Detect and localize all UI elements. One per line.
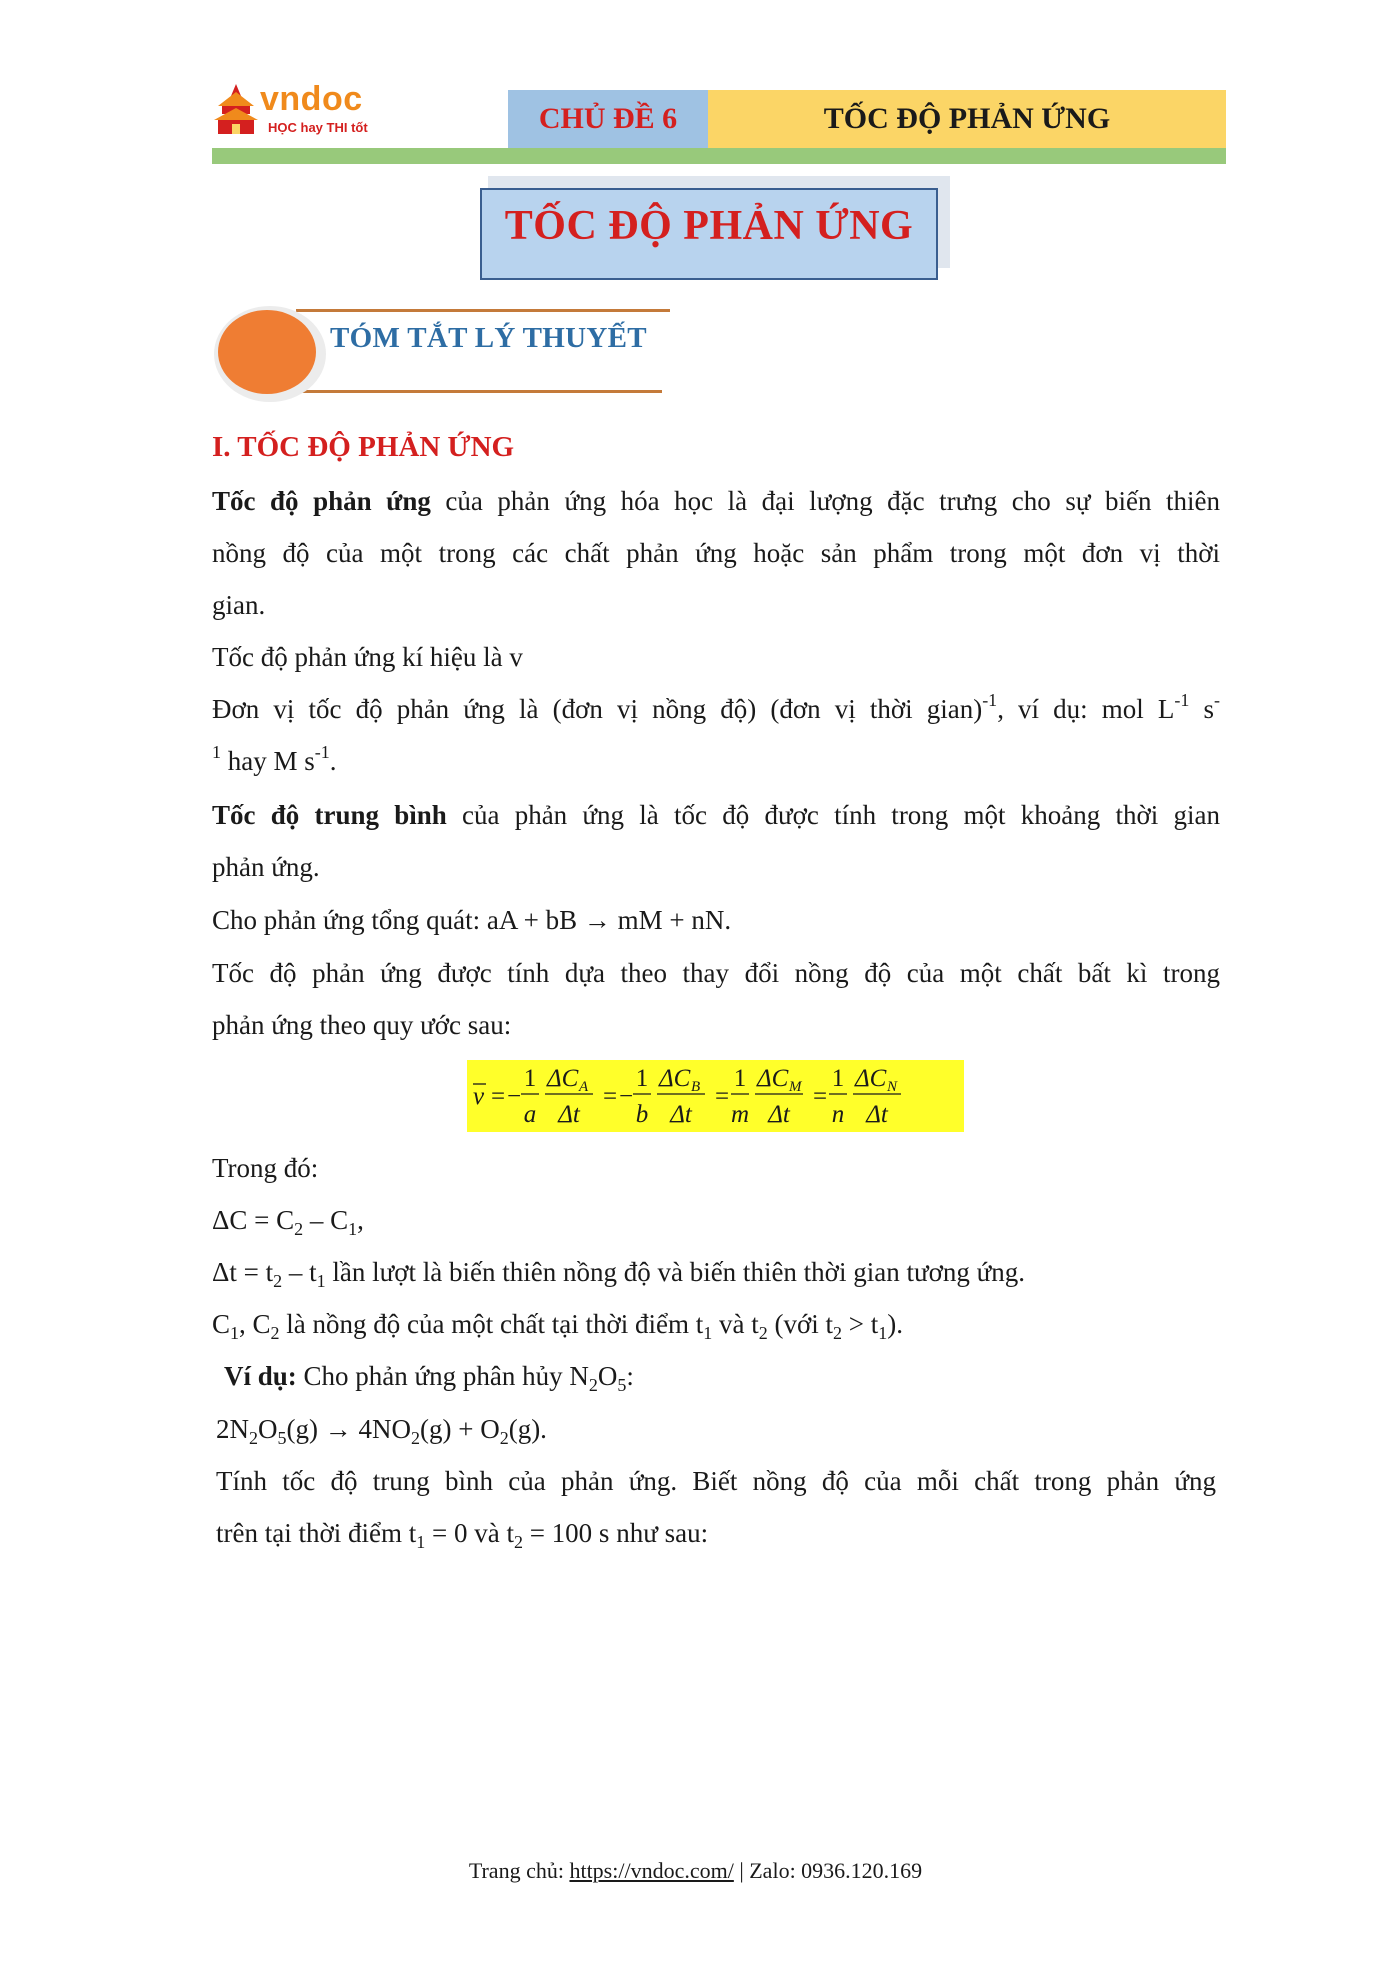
logo-brand: vndoc bbox=[260, 80, 363, 118]
cl-s5: 2 bbox=[833, 1323, 842, 1343]
formula-one: 1 bbox=[831, 1065, 845, 1092]
summary-heading: TÓM TẮT LÝ THUYẾT bbox=[330, 322, 647, 354]
badge-rule-bottom bbox=[296, 390, 662, 393]
dt-s2: 1 bbox=[316, 1271, 326, 1291]
ex-s2: 5 bbox=[617, 1375, 627, 1395]
dt-s1: 2 bbox=[273, 1271, 283, 1291]
homepage-link[interactable]: https://vndoc.com/ bbox=[569, 1858, 734, 1883]
ex-s1: 2 bbox=[588, 1375, 598, 1395]
unit-text-2: , ví dụ: mol L bbox=[997, 694, 1175, 724]
unit-exp-2: -1 bbox=[1174, 690, 1190, 710]
formula-one: 1 bbox=[523, 1065, 537, 1092]
term-average-rate: Tốc độ trung bình bbox=[212, 800, 447, 830]
unit-exp-3: - bbox=[1214, 690, 1220, 710]
cl-s2: 2 bbox=[270, 1323, 280, 1343]
cl-e: (với t bbox=[767, 1309, 833, 1339]
cl-s4: 2 bbox=[758, 1323, 768, 1343]
formula-dc: ΔC bbox=[757, 1065, 789, 1092]
eq-s1: 2 bbox=[249, 1428, 258, 1448]
footer-zalo: | Zalo: 0936.120.169 bbox=[733, 1858, 923, 1883]
example-line bbox=[224, 1359, 634, 1393]
unit-text-3: s bbox=[1189, 694, 1214, 724]
dc-b: – C bbox=[303, 1205, 349, 1235]
cl-c: là nồng độ của một chất tại thời điểm t bbox=[279, 1309, 704, 1339]
where-line: Trong đó: bbox=[212, 1153, 319, 1183]
example-label: Ví dụ: bbox=[224, 1361, 297, 1391]
cl-a: C bbox=[212, 1309, 231, 1339]
logo-tagline: HỌC hay THI tốt bbox=[268, 120, 368, 135]
para1-line1 bbox=[212, 484, 1220, 518]
formula-dt: Δt bbox=[670, 1101, 692, 1128]
formula-equals: = bbox=[603, 1083, 618, 1110]
tl-c: = 100 s như sau: bbox=[522, 1518, 709, 1548]
task-line2 bbox=[216, 1516, 708, 1550]
cl-s1: 1 bbox=[230, 1323, 240, 1343]
dc-c: , bbox=[357, 1205, 364, 1235]
dt-b: – t bbox=[282, 1257, 317, 1287]
eq-s3: 2 bbox=[410, 1428, 420, 1448]
formula-sub: B bbox=[691, 1079, 701, 1095]
formula-coef: m bbox=[730, 1101, 750, 1128]
dc-s2: 1 bbox=[348, 1219, 358, 1239]
tl-b: = 0 và t bbox=[425, 1518, 514, 1548]
vndoc-logo[interactable] bbox=[208, 82, 386, 142]
footer bbox=[0, 1858, 1391, 1884]
chapter-label: CHỦ ĐỀ 6 bbox=[538, 102, 678, 135]
header-divider bbox=[212, 148, 1226, 164]
formula-dt: Δt bbox=[768, 1101, 790, 1128]
rule-line2: phản ứng theo quy ước sau: bbox=[212, 1010, 512, 1040]
general-reaction: Cho phản ứng tổng quát: aA + bB → mM + nN. bbox=[212, 905, 732, 935]
cl-b: , C bbox=[239, 1309, 271, 1339]
example-text: Cho phản ứng phân hủy N bbox=[296, 1361, 589, 1391]
formula-dc: ΔC bbox=[659, 1065, 691, 1092]
ex-end: : bbox=[626, 1361, 634, 1391]
ex-o: O bbox=[597, 1361, 618, 1391]
task-line1: Tính tốc độ trung bình của phản ứng. Biết nồng độ của mỗi chất trong phản ứng bbox=[216, 1466, 1216, 1496]
reaction-equation bbox=[216, 1412, 547, 1446]
formula-one: 1 bbox=[635, 1065, 649, 1092]
chapter-title: TỐC ĐỘ PHẢN ỨNG bbox=[823, 102, 1111, 135]
term-reaction-rate: Tốc độ phản ứng bbox=[212, 486, 431, 516]
eq-d: (g) + O bbox=[419, 1414, 500, 1444]
unit-text-4: hay M s bbox=[221, 746, 315, 776]
eq-c: (g) → 4NO bbox=[286, 1414, 411, 1444]
formula-v: v bbox=[473, 1083, 485, 1110]
concentration-line bbox=[212, 1307, 903, 1341]
unit-line1 bbox=[212, 692, 1220, 726]
footer-label: Trang chủ: bbox=[468, 1858, 570, 1883]
unit-exp-4: 1 bbox=[212, 742, 221, 762]
formula-equals: = bbox=[813, 1083, 828, 1110]
unit-exp-1: -1 bbox=[982, 690, 998, 710]
para2-line1 bbox=[212, 798, 1220, 832]
para2-line1-text: của phản ứng là tốc độ được tính trong một khoảng thời gian bbox=[446, 800, 1220, 830]
formula-sub: N bbox=[887, 1079, 898, 1095]
para1-line1-text: của phản ứng hóa học là đại lượng đặc trưng cho sự biến thiên bbox=[430, 486, 1220, 516]
dt-a: Δt = t bbox=[212, 1257, 274, 1287]
formula-dt: Δt bbox=[558, 1101, 580, 1128]
rule-line1: Tốc độ phản ứng được tính dựa theo thay đổi nồng độ của một chất bất kì trong bbox=[212, 958, 1220, 988]
formula-sub: A bbox=[579, 1079, 589, 1095]
tl-a: trên tại thời điểm t bbox=[216, 1518, 417, 1548]
cl-s3: 1 bbox=[703, 1323, 713, 1343]
eq-a: 2N bbox=[216, 1414, 249, 1444]
formula-equals: = bbox=[715, 1083, 730, 1110]
formula-sub: M bbox=[789, 1079, 802, 1095]
cl-s6: 1 bbox=[878, 1323, 888, 1343]
dt-c: lần lượt là biến thiên nồng độ và biến thiên thời gian tương ứng. bbox=[325, 1257, 1025, 1287]
formula-coef: a bbox=[523, 1101, 537, 1128]
orange-circle-icon bbox=[218, 310, 316, 394]
rate-formula-svg bbox=[467, 1060, 964, 1132]
formula-sign: − bbox=[507, 1083, 522, 1110]
rate-formula bbox=[467, 1060, 964, 1132]
eq-e: (g). bbox=[508, 1414, 547, 1444]
section-heading: I. TỐC ĐỘ PHẢN ỨNG bbox=[212, 431, 515, 463]
eq-s4: 2 bbox=[499, 1428, 509, 1448]
dc-a: ΔC = C bbox=[212, 1205, 295, 1235]
formula-sign: − bbox=[619, 1083, 634, 1110]
dc-s1: 2 bbox=[294, 1219, 304, 1239]
unit-line2 bbox=[212, 744, 337, 778]
formula-one: 1 bbox=[733, 1065, 747, 1092]
unit-text-5: . bbox=[329, 746, 337, 776]
tl-s1: 1 bbox=[416, 1532, 426, 1552]
delta-c-line bbox=[212, 1203, 364, 1237]
eq-b: O bbox=[258, 1414, 278, 1444]
temple-icon bbox=[208, 82, 264, 138]
formula-dc: ΔC bbox=[547, 1065, 579, 1092]
formula-coef: n bbox=[831, 1101, 845, 1128]
para1-line2: nồng độ của một trong các chất phản ứng hoặc sản phẩm trong một đơn vị thời bbox=[212, 538, 1220, 568]
cl-d: và t bbox=[712, 1309, 759, 1339]
eq-s2: 5 bbox=[277, 1428, 287, 1448]
unit-text-1: Đơn vị tốc độ phản ứng là (đơn vị nồng độ) (đơn vị thời gian) bbox=[212, 694, 983, 724]
para2-line2: phản ứng. bbox=[212, 852, 320, 882]
formula-dc: ΔC bbox=[855, 1065, 887, 1092]
symbol-line: Tốc độ phản ứng kí hiệu là v bbox=[212, 642, 523, 672]
page-title: TỐC ĐỘ PHẢN ỨNG bbox=[504, 203, 914, 249]
formula-dt: Δt bbox=[866, 1101, 888, 1128]
formula-coef: b bbox=[635, 1101, 649, 1128]
badge-rule-top bbox=[296, 309, 670, 312]
para1-line3: gian. bbox=[212, 590, 266, 620]
unit-exp-5: -1 bbox=[314, 742, 330, 762]
cl-g: ). bbox=[887, 1309, 903, 1339]
delta-t-line bbox=[212, 1255, 1025, 1289]
formula-equals: = bbox=[491, 1083, 506, 1110]
tl-s2: 2 bbox=[513, 1532, 523, 1552]
cl-f: > t bbox=[842, 1309, 879, 1339]
